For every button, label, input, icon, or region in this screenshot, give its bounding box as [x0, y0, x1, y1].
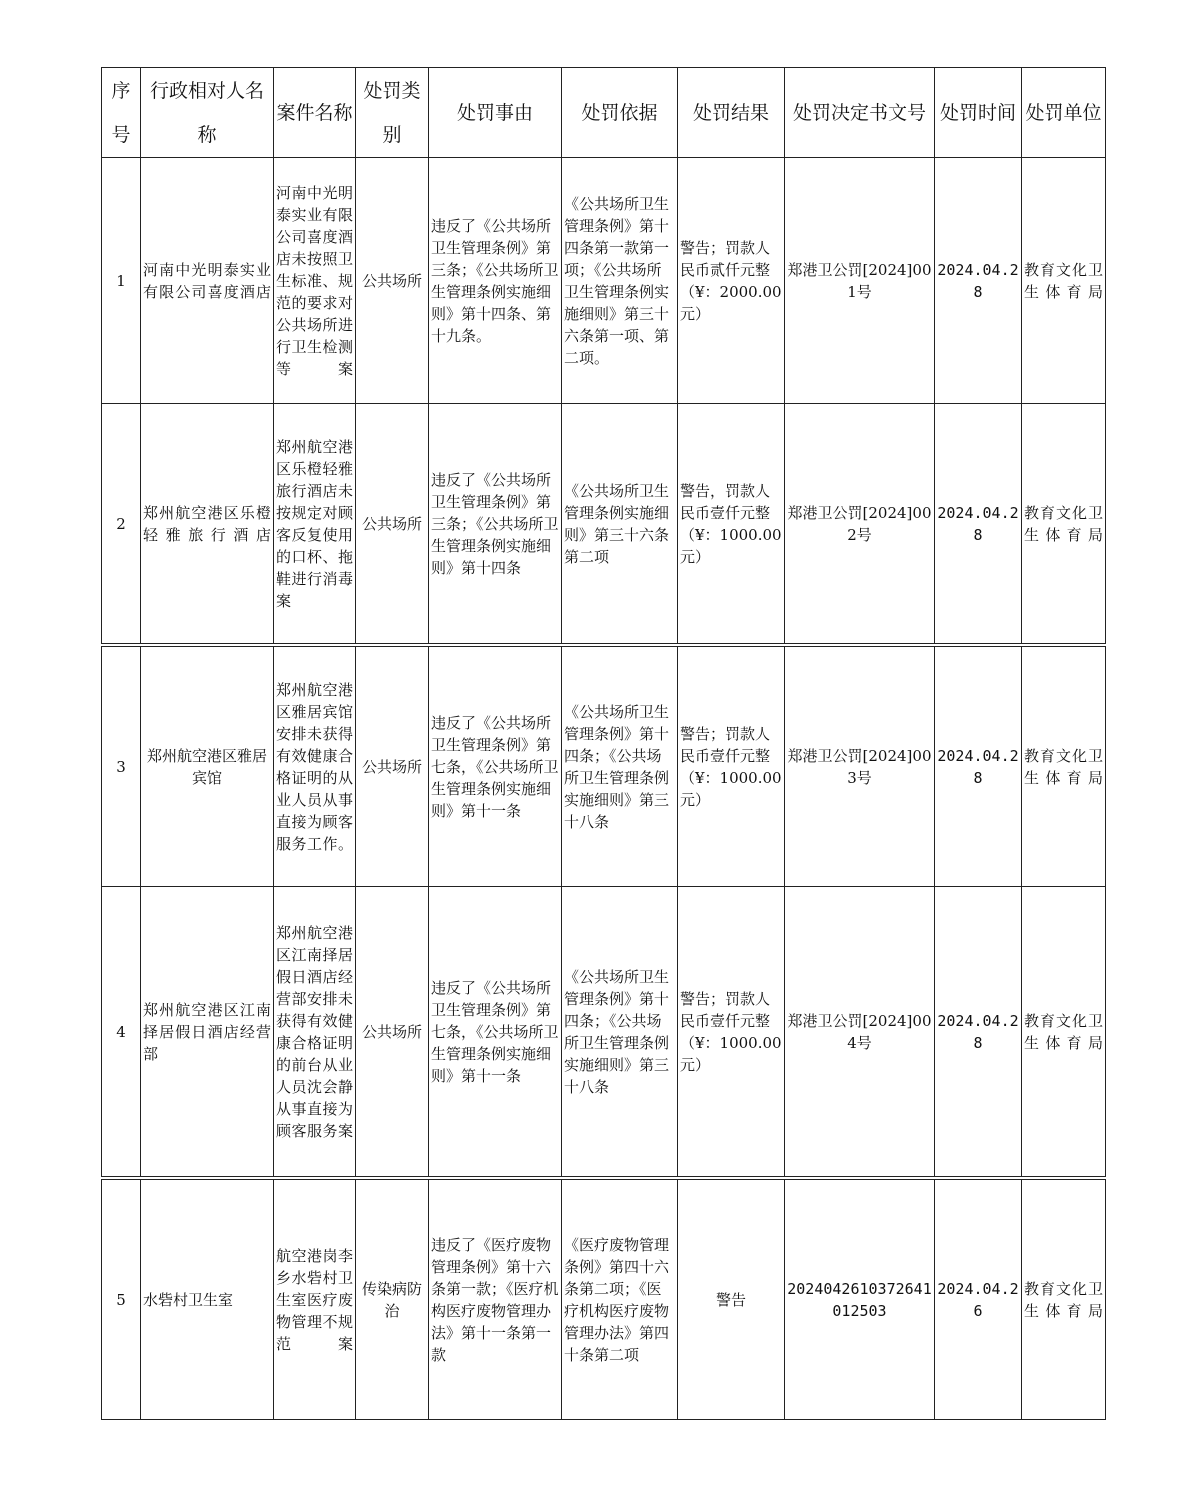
cell-penalty-type: 公共场所 — [356, 647, 429, 887]
cell-basis: 《公共场所卫生管理条例》第十四条；《公共场所卫生管理条例实施细则》第三十八条 — [562, 647, 678, 887]
cell-party: 水砦村卫生室 — [141, 1180, 274, 1420]
cell-doc-no: 郑港卫公罚[2024]001号 — [785, 158, 935, 404]
cell-doc-no: 郑港卫公罚[2024]003号 — [785, 647, 935, 887]
cell-party: 郑州航空港区江南择居假日酒店经营部 — [141, 887, 274, 1177]
cell-date: 2024.04.26 — [935, 1180, 1022, 1420]
header-row — [102, 68, 1106, 158]
penalty-table — [101, 67, 1106, 1420]
table-row — [102, 158, 1106, 404]
cell-case-name: 郑州航空港区雅居宾馆安排未获得有效健康合格证明的从业人员从事直接为顾客服务工作。 — [274, 647, 356, 887]
cell-doc-no: 郑港卫公罚[2024]004号 — [785, 887, 935, 1177]
header-unit: 处罚单位 — [1022, 68, 1106, 158]
cell-result: 警告 — [678, 1180, 785, 1420]
header-reason: 处罚事由 — [429, 68, 562, 158]
header-seq: 序号 — [102, 68, 141, 158]
cell-unit: 教育文化卫生体育局 — [1022, 647, 1106, 887]
cell-result: 警告；罚款人民币壹仟元整（¥：1000.00元） — [678, 887, 785, 1177]
cell-seq: 4 — [102, 887, 141, 1177]
cell-seq: 3 — [102, 647, 141, 887]
cell-basis: 《公共场所卫生管理条例》第十四条第一款第一项；《公共场所卫生管理条例实施细则》第三十六条第一项、第二项。 — [562, 158, 678, 404]
table-row — [102, 1180, 1106, 1420]
header-basis: 处罚依据 — [562, 68, 678, 158]
header-case-name: 案件名称 — [274, 68, 356, 158]
cell-date: 2024.04.28 — [935, 158, 1022, 404]
cell-party: 河南中光明泰实业有限公司喜度酒店 — [141, 158, 274, 404]
cell-doc-no: 2024042610372641012503 — [785, 1180, 935, 1420]
cell-result: 警告，罚款人民币壹仟元整（¥：1000.00元） — [678, 404, 785, 644]
cell-case-name: 郑州航空港区江南择居假日酒店经营部安排未获得有效健康合格证明的前台从业人员沈会静从事直接为顾客服务案 — [274, 887, 356, 1177]
cell-date: 2024.04.28 — [935, 647, 1022, 887]
header-result: 处罚结果 — [678, 68, 785, 158]
cell-case-name: 河南中光明泰实业有限公司喜度酒店未按照卫生标准、规范的要求对公共场所进行卫生检测等案 — [274, 158, 356, 404]
cell-party: 郑州航空港区雅居宾馆 — [141, 647, 274, 887]
cell-date: 2024.04.28 — [935, 887, 1022, 1177]
cell-basis: 《公共场所卫生管理条例》第十四条；《公共场所卫生管理条例实施细则》第三十八条 — [562, 887, 678, 1177]
cell-penalty-type: 公共场所 — [356, 404, 429, 644]
cell-party: 郑州航空港区乐橙轻雅旅行酒店 — [141, 404, 274, 644]
cell-penalty-type: 传染病防治 — [356, 1180, 429, 1420]
cell-unit: 教育文化卫生体育局 — [1022, 404, 1106, 644]
table-row — [102, 404, 1106, 644]
cell-result: 警告；罚款人民币贰仟元整（¥：2000.00元） — [678, 158, 785, 404]
cell-doc-no: 郑港卫公罚[2024]002号 — [785, 404, 935, 644]
cell-reason: 违反了《公共场所卫生管理条例》第七条，《公共场所卫生管理条例实施细则》第十一条 — [429, 887, 562, 1177]
cell-seq: 2 — [102, 404, 141, 644]
cell-reason: 违反了《公共场所卫生管理条例》第三条；《公共场所卫生管理条例实施细则》第十四条 — [429, 404, 562, 644]
header-penalty-type: 处罚类别 — [356, 68, 429, 158]
cell-case-name: 航空港岗李乡水砦村卫生室医疗废物管理不规范案 — [274, 1180, 356, 1420]
cell-unit: 教育文化卫生体育局 — [1022, 1180, 1106, 1420]
cell-seq: 5 — [102, 1180, 141, 1420]
header-doc-no: 处罚决定书文号 — [785, 68, 935, 158]
cell-unit: 教育文化卫生体育局 — [1022, 887, 1106, 1177]
cell-unit: 教育文化卫生体育局 — [1022, 158, 1106, 404]
cell-reason: 违反了《医疗废物管理条例》第十六条第一款；《医疗机构医疗废物管理办法》第十一条第一款 — [429, 1180, 562, 1420]
table-row — [102, 887, 1106, 1177]
header-party: 行政相对人名称 — [141, 68, 274, 158]
cell-basis: 《公共场所卫生管理条例实施细则》第三十六条第二项 — [562, 404, 678, 644]
header-date: 处罚时间 — [935, 68, 1022, 158]
table-row — [102, 647, 1106, 887]
cell-basis: 《医疗废物管理条例》第四十六条第二项；《医疗机构医疗废物管理办法》第四十条第二项 — [562, 1180, 678, 1420]
cell-reason: 违反了《公共场所卫生管理条例》第三条；《公共场所卫生管理条例实施细则》第十四条、第十九条。 — [429, 158, 562, 404]
cell-result: 警告；罚款人民币壹仟元整（¥：1000.00元） — [678, 647, 785, 887]
cell-reason: 违反了《公共场所卫生管理条例》第七条，《公共场所卫生管理条例实施细则》第十一条 — [429, 647, 562, 887]
cell-penalty-type: 公共场所 — [356, 158, 429, 404]
cell-seq: 1 — [102, 158, 141, 404]
cell-date: 2024.04.28 — [935, 404, 1022, 644]
cell-penalty-type: 公共场所 — [356, 887, 429, 1177]
cell-case-name: 郑州航空港区乐橙轻雅旅行酒店未按规定对顾客反复使用的口杯、拖鞋进行消毒案 — [274, 404, 356, 644]
